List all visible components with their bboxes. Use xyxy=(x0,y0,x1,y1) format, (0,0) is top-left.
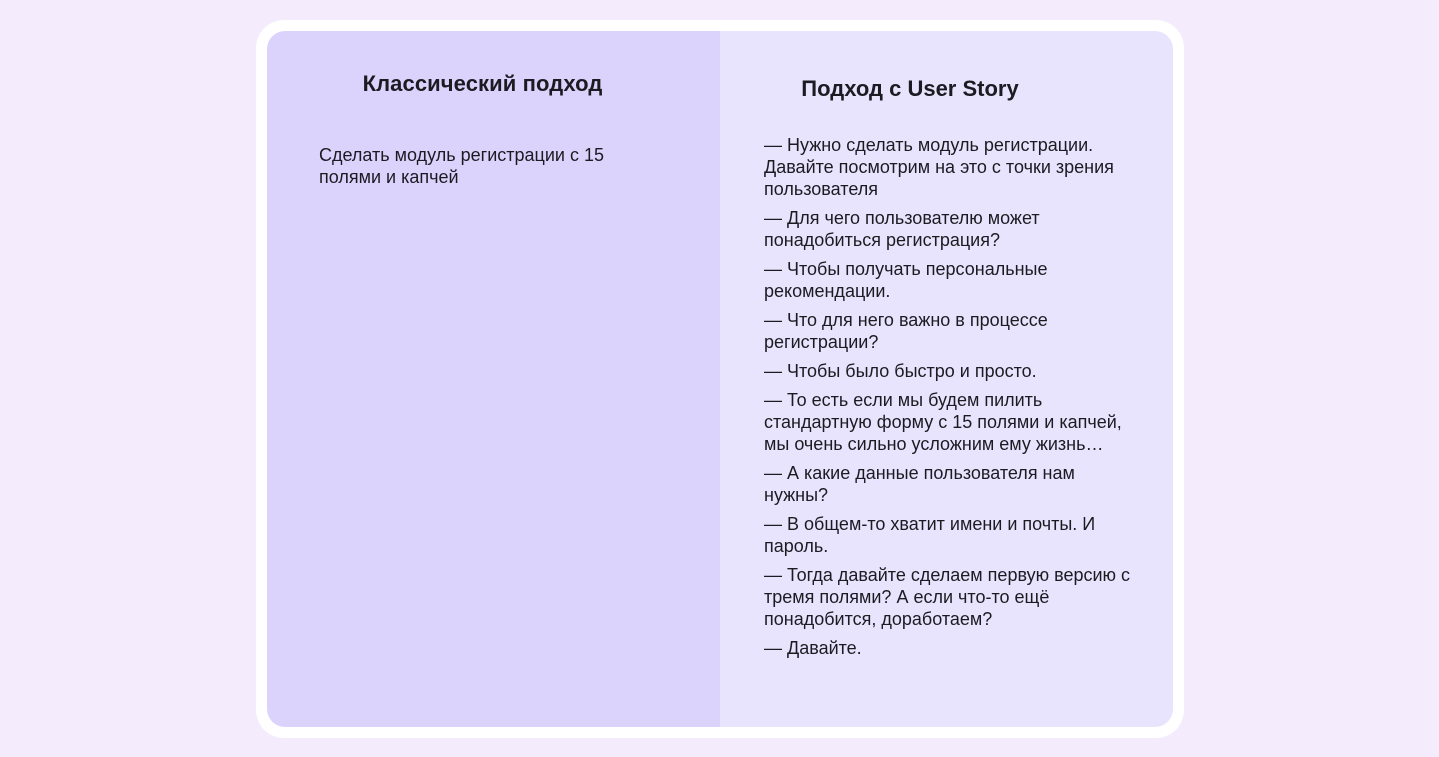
classic-approach-title: Классический подход xyxy=(362,71,603,96)
dialog-line: — Чтобы получать персональные рекомендации. xyxy=(764,259,1048,301)
dialog-line: — Тогда давайте сделаем первую версию с тремя полями? А если что-то ещё понадобится, доработаем? xyxy=(764,565,1131,629)
user-story-dialog xyxy=(764,134,1134,666)
comparison-columns xyxy=(267,31,1173,727)
dialog-line: — То есть если мы будем пилить стандартную форму с 15 полями и капчей, мы очень сильно усложним ему жизнь… xyxy=(764,390,1122,454)
classic-approach-column xyxy=(267,31,720,727)
user-story-column xyxy=(720,31,1173,727)
dialog-line: — Для чего пользователю может понадобиться регистрация? xyxy=(764,208,1040,250)
dialog-line: — Чтобы было быстро и просто. xyxy=(764,361,1037,381)
dialog-line: — В общем-то хватит имени и почты. И пароль. xyxy=(764,514,1096,556)
dialog-line: — Что для него важно в процессе регистрации? xyxy=(764,310,1048,352)
comparison-card xyxy=(256,20,1184,738)
classic-approach-text: Сделать модуль регистрации с 15 полями и капчей xyxy=(319,145,604,187)
user-story-title: Подход с User Story xyxy=(801,76,1019,101)
dialog-line: — А какие данные пользователя нам нужны? xyxy=(764,463,1075,505)
dialog-line: — Нужно сделать модуль регистрации. Давайте посмотрим на это с точки зрения пользователя xyxy=(764,135,1114,199)
dialog-line: — Давайте. xyxy=(764,638,862,658)
